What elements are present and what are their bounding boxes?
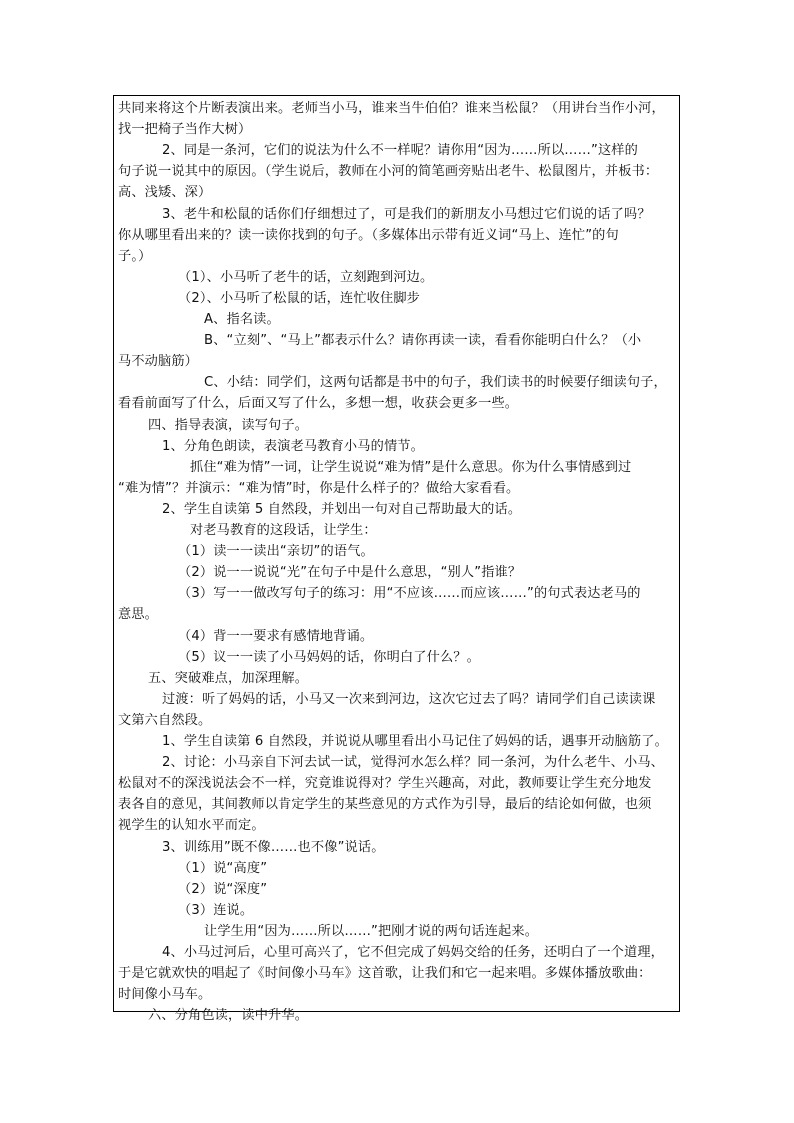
text-line: （5）议一一读了小马妈妈的话，你明白了什么？。 bbox=[178, 649, 480, 665]
text-line: （3）连说。 bbox=[178, 902, 254, 918]
text-line: 3、老牛和松鼠的话你们仔细想过了，可是我们的新朋友小马想过它们说的话了吗？ bbox=[162, 206, 651, 222]
text-line: 共同来将这个片断表演出来。老师当小马，谁来当牛伯伯？谁来当松鼠？（用讲台当作小河， bbox=[118, 101, 665, 116]
text-line: 高、浅矮、深） bbox=[118, 185, 212, 201]
text-line: 五、突破难点，加深理解。 bbox=[148, 670, 309, 686]
text-line: 2、讨论：小马亲自下河去试一试，觉得河水怎么样？同一条河，为什么老牛、小马、 bbox=[162, 755, 665, 771]
text-line: 找一把椅子当作大树） bbox=[118, 122, 252, 138]
text-line: C、小结：同学们，这两句话都是书中的句子，我们读书的时候要仔细读句子， bbox=[204, 375, 667, 391]
text-line: 1、分角色朗读，表演老马教育小马的情节。 bbox=[162, 438, 424, 454]
text-line: 马不动脑筋） bbox=[118, 354, 199, 370]
text-line: 你从哪里看出来的？读一读你找到的句子。（多媒体出示带有近义词“马上、连忙”的句 bbox=[118, 227, 619, 243]
text-line: 4、小马过河后，心里可高兴了，它不但完成了妈妈交给的任务，还明白了一个道理， bbox=[162, 945, 665, 960]
text-line: （1）读一一读出“亲切”的语气。 bbox=[178, 544, 374, 560]
text-line: A、指名读。 bbox=[204, 312, 280, 327]
text-line: 意思。 bbox=[118, 607, 159, 623]
text-line: “难为情”？并演示：“难为情”时，你是什么样子的？做给大家看看。 bbox=[118, 480, 520, 496]
text-line: （2）说“深度” bbox=[178, 881, 268, 897]
text-line: 松鼠对不的深浅说法会不一样，究竟谁说得对？学生兴趣高，对此，教师要让学生充分地发 bbox=[118, 776, 652, 792]
text-line: 于是它就欢快的唱起了《时间像小马车》这首歌，让我们和它一起来唱。多媒体播放歌曲： bbox=[118, 966, 652, 982]
text-line: 看看前面写了什么，后面又写了什么，多想一想，收获会更多一些。 bbox=[118, 396, 519, 412]
text-line: 子。） bbox=[118, 248, 152, 264]
text-line: B、“立刻”、“马上”都表示什么？请你再读一读，看看你能明白什么？（小 bbox=[204, 333, 642, 349]
text-line: （2）说一一说说“光”在句子中是什么意思，“别人”指谁？ bbox=[178, 565, 522, 581]
text-line: 过渡：听了妈妈的话，小马又一次来到河边，这次它过去了吗？请同学们自己读读课 bbox=[162, 691, 656, 707]
text-line: （1）、小马听了老牛的话，立刻跑到河边。 bbox=[178, 269, 434, 285]
text-line: 1、学生自读第 6 自然段，并说说从哪里看出小马记住了妈妈的话，遇事开动脑筋了。 bbox=[162, 734, 668, 749]
text-line: 让学生用“因为……所以……”把刚才说的两句话连起来。 bbox=[204, 923, 539, 939]
text-line: 六、分角色读，读中升华。 bbox=[148, 1008, 309, 1024]
text-line: 文第六自然段。 bbox=[118, 712, 212, 728]
text-line: 2、同是一条河，它们的说法为什么不一样呢？请你用“因为……所以……”这样的 bbox=[162, 143, 638, 159]
text-line: （1）说“高度” bbox=[178, 860, 268, 876]
text-line: 抓住“难为情”一词，让学生说说“难为情”是什么意思。你为什么事情感到过 bbox=[190, 459, 632, 475]
text-line: （4）背一一要求有感情地背诵。 bbox=[178, 628, 374, 644]
text-line: （3）写一一做改写句子的练习：用“不应该……而应该……”的句式表达老马的 bbox=[178, 586, 641, 602]
text-line: 对老马教育的这段话，让学生： bbox=[190, 523, 377, 538]
text-line: 2、学生自读第 5 自然段，并划出一句对自己帮助最大的话。 bbox=[162, 501, 522, 517]
text-line: 视学生的认知水平而定。 bbox=[118, 818, 265, 834]
text-line: 句子说一说其中的原因。（学生说后，教师在小河的简笔画旁贴出老牛、松鼠图片，并板书： bbox=[118, 164, 659, 180]
text-line: 3、训练用”既不像……也不像”说话。 bbox=[162, 839, 385, 855]
text-line: 四、指导表演，读写句子。 bbox=[148, 417, 309, 433]
text-line: （2）、小马听了松鼠的话，连忙收住脚步 bbox=[178, 290, 421, 306]
text-line: 表各自的意见，其间教师以肯定学生的某些意见的方式作为引导，最后的结论如何做，也须 bbox=[118, 797, 652, 813]
text-line: 时间像小马车。 bbox=[118, 987, 212, 1003]
